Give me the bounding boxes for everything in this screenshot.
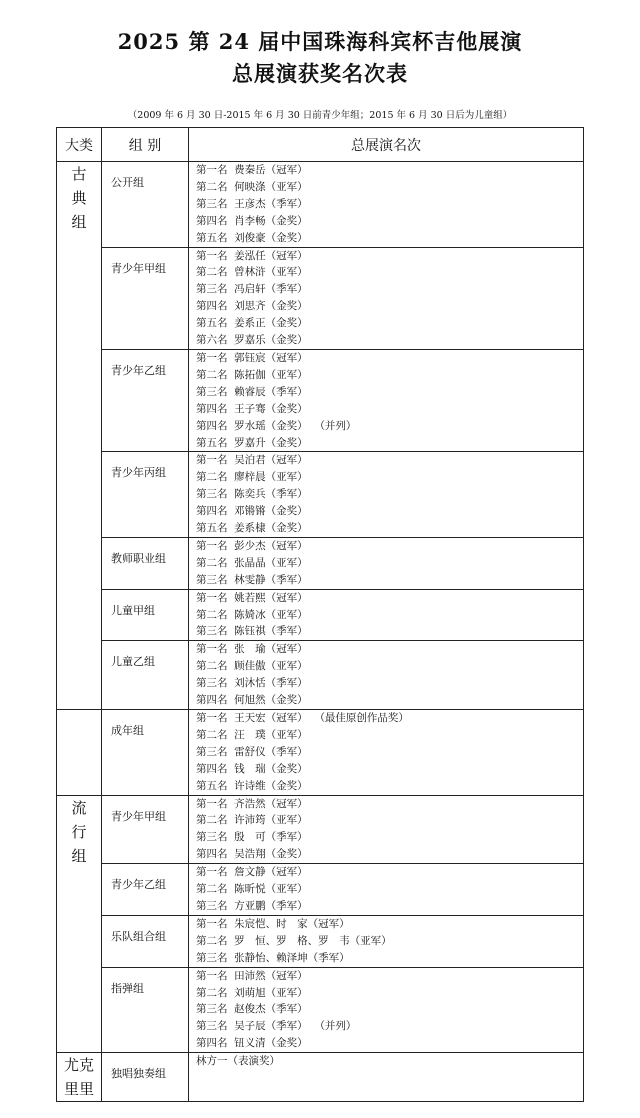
entry-text: 第四名 何旭然（金奖） bbox=[196, 694, 308, 707]
ranking-entry bbox=[196, 1001, 583, 1018]
entry-text: 第三名 张静怡、赖泽坤（季军） bbox=[196, 951, 350, 964]
ranking-entry bbox=[196, 572, 583, 589]
category-classical bbox=[57, 162, 102, 710]
ranking-entry bbox=[196, 829, 583, 846]
entry-text: 第三名 王彦杰（季军） bbox=[196, 197, 308, 210]
group-name: 指弹组 bbox=[102, 967, 189, 1053]
category-char: 典 bbox=[71, 189, 87, 207]
entry-text: 第三名 陈钰祺（季军） bbox=[196, 625, 308, 638]
entry-text: 第二名 罗 恒、罗 格、罗 韦（亚军） bbox=[196, 934, 392, 947]
table-row bbox=[57, 967, 584, 1053]
entry-text: 第二名 陈拓伽（亚军） bbox=[196, 368, 308, 381]
entry-text: 第二名 许沛筠（亚军） bbox=[196, 814, 308, 827]
group-name: 独唱独奏组 bbox=[102, 1053, 189, 1102]
entry-text: 第一名 吴泊君（冠军） bbox=[196, 454, 308, 467]
ranking-entry bbox=[196, 846, 583, 863]
entry-text: 第三名 陈奕兵（季军） bbox=[196, 488, 308, 501]
ranking-entry bbox=[196, 641, 583, 658]
ranking-entry bbox=[196, 520, 583, 537]
ranking-entry bbox=[196, 213, 583, 230]
ranking-list bbox=[189, 247, 584, 349]
entry-text: 第一名 田沛然（冠军） bbox=[196, 969, 308, 982]
group-name: 青少年乙组 bbox=[102, 349, 189, 451]
entry-note: （并列） bbox=[319, 419, 357, 432]
ranking-entry bbox=[196, 469, 583, 486]
category-char: 古 bbox=[71, 165, 87, 183]
group-name: 儿童甲组 bbox=[102, 589, 189, 641]
ranking-entry bbox=[196, 916, 583, 933]
group-name: 青少年甲组 bbox=[102, 795, 189, 864]
entry-text: 第六名 罗嘉乐（金奖） bbox=[196, 334, 308, 347]
ranking-entry bbox=[196, 384, 583, 401]
ranking-entry bbox=[196, 452, 583, 469]
ranking-entry bbox=[196, 1053, 583, 1070]
ranking-entry bbox=[196, 298, 583, 315]
entry-note: （最佳原创作品奖） bbox=[319, 712, 409, 724]
header-ranking: 总展演名次 bbox=[189, 128, 584, 162]
ranking-entry bbox=[196, 590, 583, 607]
ranking-entry bbox=[196, 778, 583, 795]
entry-text: 第三名 赖睿辰（季军） bbox=[196, 385, 308, 398]
table-row bbox=[57, 162, 584, 248]
entry-text: 第三名 林雯静（季军） bbox=[196, 573, 308, 586]
page-title: 2025 第 24 届中国珠海科宾杯吉他展演 bbox=[117, 29, 523, 54]
entry-text: 第二名 陈昕悦（亚军） bbox=[196, 883, 308, 896]
entry-text: 第一名 张 瑜（冠军） bbox=[196, 643, 308, 656]
table-row bbox=[57, 795, 584, 864]
ranking-entry bbox=[196, 538, 583, 555]
category-char: 里里 bbox=[63, 1080, 94, 1099]
ranking-list bbox=[189, 1053, 584, 1102]
ranking-entry bbox=[196, 1035, 583, 1052]
table-row bbox=[57, 452, 584, 538]
entry-text: 第四名 肖李畅（金奖） bbox=[196, 214, 308, 227]
entry-text: 第三名 雷舒仪（季军） bbox=[196, 745, 308, 758]
ranking-entry bbox=[196, 196, 583, 213]
table-row bbox=[57, 864, 584, 916]
ranking-entry bbox=[196, 315, 583, 332]
ranking-list bbox=[189, 641, 584, 710]
entry-text: 第三名 刘沐恬（季军） bbox=[196, 677, 308, 690]
ranking-entry bbox=[196, 675, 583, 692]
entry-text: 第二名 汪 璞（亚军） bbox=[196, 728, 308, 741]
category-char: 行 bbox=[71, 822, 87, 841]
entry-text: 第二名 何映涤（亚军） bbox=[196, 180, 308, 193]
ranking-entry bbox=[196, 950, 583, 967]
ranking-entry bbox=[196, 985, 583, 1002]
group-name: 青少年甲组 bbox=[102, 247, 189, 349]
entry-text: 第三名 冯启轩（季军） bbox=[196, 283, 308, 296]
category-char: 流 bbox=[71, 798, 87, 817]
page-subtitle-title: 总展演获奖名次表 bbox=[232, 61, 408, 86]
ranking-entry bbox=[196, 367, 583, 384]
ranking-entry bbox=[196, 248, 583, 265]
entry-text: 第二名 顾佳傲（亚军） bbox=[196, 660, 308, 673]
ranking-list bbox=[189, 452, 584, 538]
table-header-row bbox=[57, 128, 584, 162]
ranking-entry bbox=[196, 1018, 583, 1035]
group-name: 教师职业组 bbox=[102, 537, 189, 589]
entry-text: 第五名 姜系棣（金奖） bbox=[196, 522, 308, 535]
entry-text: 第四名 吴浩翔（金奖） bbox=[196, 848, 308, 861]
entry-text: 第一名 王天宏（冠军） bbox=[196, 712, 308, 724]
age-note: （2009 年 6 月 30 日-2015 年 6 月 30 日前青少年组；2015 年 6 月 30 日后为儿童组） bbox=[127, 110, 513, 121]
group-name: 成年组 bbox=[102, 710, 189, 796]
ranking-entry bbox=[196, 503, 583, 520]
ranking-entry bbox=[196, 658, 583, 675]
table-row bbox=[57, 1053, 584, 1102]
category-ukulele bbox=[57, 1053, 102, 1102]
entry-text: 第四名 刘思齐（金奖） bbox=[196, 300, 308, 313]
entry-text: 林方一（表演奖） bbox=[196, 1055, 280, 1068]
ranking-entry bbox=[196, 435, 583, 452]
entry-text: 第四名 邓锵锵（金奖） bbox=[196, 505, 308, 518]
ranking-list bbox=[189, 864, 584, 916]
ranking-list bbox=[189, 967, 584, 1053]
ranking-entry bbox=[196, 933, 583, 950]
ranking-entry bbox=[196, 898, 583, 915]
entry-text: 第一名 姜泓任（冠军） bbox=[196, 249, 308, 262]
entry-text: 第三名 方亚鹏（季军） bbox=[196, 899, 308, 912]
header-group: 组 别 bbox=[102, 128, 189, 162]
ranking-entry bbox=[196, 555, 583, 572]
category-char: 组 bbox=[71, 846, 87, 865]
ranking-entry bbox=[196, 418, 583, 435]
table-row bbox=[57, 537, 584, 589]
category-pop bbox=[57, 795, 102, 1053]
entry-text: 第一名 彭少杰（冠军） bbox=[196, 539, 308, 552]
table-row bbox=[57, 349, 584, 451]
ranking-entry bbox=[196, 486, 583, 503]
entry-text: 第五名 姜系正（金奖） bbox=[196, 317, 308, 330]
ranking-list bbox=[189, 162, 584, 248]
ranking-list bbox=[189, 537, 584, 589]
ranking-entry bbox=[196, 881, 583, 898]
ranking-entry bbox=[196, 796, 583, 813]
entry-text: 第三名 殷 可（季军） bbox=[196, 831, 308, 844]
ranking-list bbox=[189, 710, 584, 796]
ranking-entry bbox=[196, 230, 583, 247]
ranking-entry bbox=[196, 162, 583, 179]
table-row bbox=[57, 710, 584, 796]
table-row bbox=[57, 915, 584, 967]
ranking-list bbox=[189, 795, 584, 864]
ranking-list bbox=[189, 915, 584, 967]
category-char: 组 bbox=[71, 213, 87, 231]
ranking-entry bbox=[196, 264, 583, 281]
ranking-list bbox=[189, 589, 584, 641]
entry-text: 第四名 钱 瑞（金奖） bbox=[196, 762, 308, 775]
ranking-entry bbox=[196, 968, 583, 985]
ranking-entry bbox=[196, 727, 583, 744]
ranking-entry bbox=[196, 401, 583, 418]
ranking-entry bbox=[196, 623, 583, 640]
category-char: 尤克 bbox=[63, 1056, 94, 1075]
entry-text: 第一名 姚若熙（冠军） bbox=[196, 591, 308, 604]
ranking-entry bbox=[196, 744, 583, 761]
entry-text: 第三名 赵俊杰（季军） bbox=[196, 1003, 308, 1016]
ranking-entry bbox=[196, 692, 583, 709]
entry-text: 第五名 许诗维（金奖） bbox=[196, 779, 308, 792]
group-name: 青少年丙组 bbox=[102, 452, 189, 538]
group-name: 乐队组合组 bbox=[102, 915, 189, 967]
ranking-entry bbox=[196, 864, 583, 881]
entry-text: 第二名 廖梓晨（亚军） bbox=[196, 471, 308, 484]
entry-text: 第二名 刘萌旭（亚军） bbox=[196, 986, 308, 999]
entry-text: 第五名 刘俊豪（金奖） bbox=[196, 231, 308, 244]
entry-note: （并列） bbox=[319, 1020, 357, 1033]
ranking-entry bbox=[196, 761, 583, 778]
entry-text: 第四名 罗水瑶（金奖） bbox=[196, 419, 308, 432]
entry-text: 第四名 王子骞（金奖） bbox=[196, 402, 308, 415]
ranking-entry bbox=[196, 179, 583, 196]
entry-text: 第四名 钮义清（金奖） bbox=[196, 1037, 308, 1050]
group-name: 公开组 bbox=[102, 162, 189, 248]
entry-text: 第一名 朱宸恺、时 家（冠军） bbox=[196, 917, 350, 930]
entry-text: 第二名 曾林浒（亚军） bbox=[196, 266, 308, 279]
entry-text: 第二名 张晶晶（亚军） bbox=[196, 556, 308, 569]
entry-text: 第一名 齐浩然（冠军） bbox=[196, 797, 308, 810]
header-category: 大类 bbox=[57, 128, 102, 162]
entry-text: 第一名 郭钰宸（冠军） bbox=[196, 351, 308, 364]
ranking-entry bbox=[196, 607, 583, 624]
entry-text: 第三名 吴子辰（季军） bbox=[196, 1020, 308, 1033]
ranking-list bbox=[189, 349, 584, 451]
ranking-entry bbox=[196, 350, 583, 367]
table-row bbox=[57, 589, 584, 641]
group-name: 儿童乙组 bbox=[102, 641, 189, 710]
category-blank bbox=[57, 710, 102, 796]
entry-text: 第一名 费秦岳（冠军） bbox=[196, 164, 308, 176]
results-body bbox=[57, 128, 584, 1102]
ranking-entry bbox=[196, 332, 583, 349]
entry-text: 第二名 陈婍冰（亚军） bbox=[196, 608, 308, 621]
table-row bbox=[57, 641, 584, 710]
entry-text: 第五名 罗嘉升（金奖） bbox=[196, 436, 308, 449]
ranking-entry bbox=[196, 710, 583, 727]
entry-text: 第一名 詹文静（冠军） bbox=[196, 866, 308, 879]
ranking-entry bbox=[196, 812, 583, 829]
group-name: 青少年乙组 bbox=[102, 864, 189, 916]
results-table bbox=[56, 127, 584, 1102]
ranking-entry bbox=[196, 281, 583, 298]
table-row bbox=[57, 247, 584, 349]
